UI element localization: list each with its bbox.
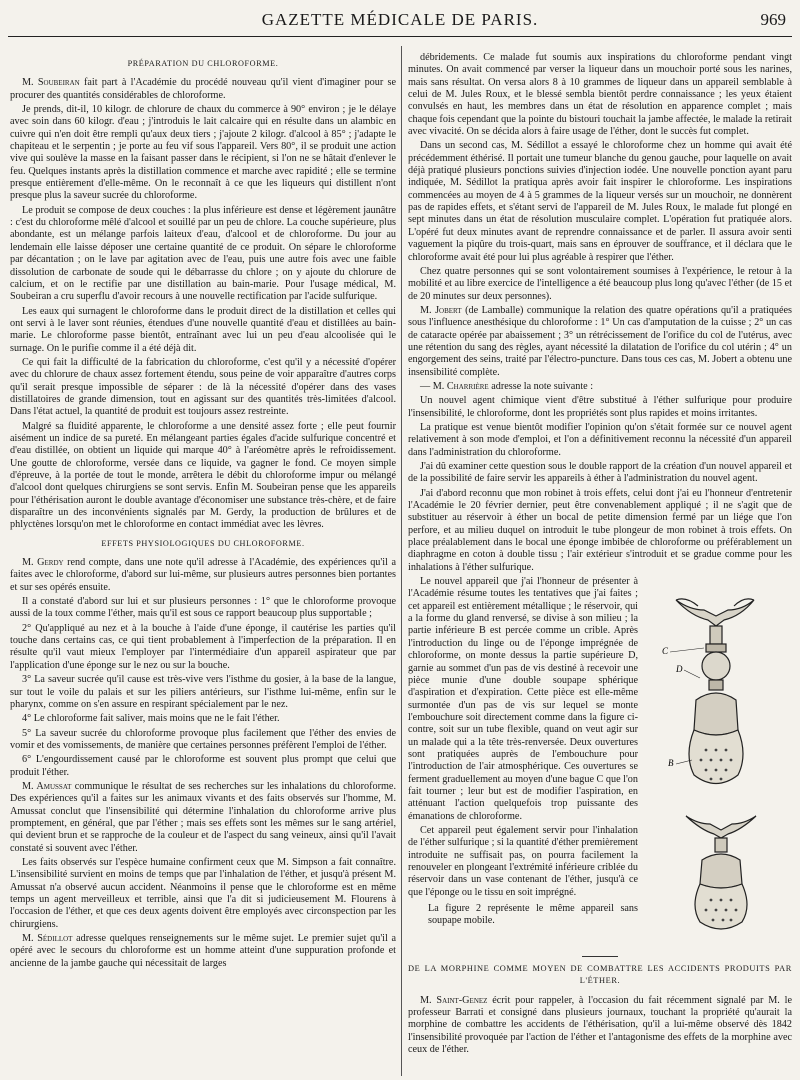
paragraph: M. Gerdy rend compte, dans une note qu'il adresse à l'Académie, des expériences qu'il a faites avec le chloroforme, d'abord sur lui-même, sur plusieurs autres personnes bien portantes et sur ses opérés ensuite. (10, 557, 396, 593)
lower-reservoir-2 (695, 884, 747, 929)
paragraph: 2° Qu'appliqué au nez et à la bouche à l'aide d'une éponge, il cautérise les parties qu'il touche dans certains cas, ce qui tient probablement à l'imperfection de la préparation. Il en résulte qu'il vaut mieux l'employer par l'intermédiaire d'un appareil aspirateur que par l'application d'une éponge sur le nez ou sur la bouche. (10, 622, 396, 671)
paragraph: 3° La saveur sucrée qu'il cause est très-vive vers l'isthme du gosier, à la base de la langue, sur tout le voile du palais et sur les piliers antérieurs, sur l'isthme lui-même, enfin sur le pharynx, comme on s'en assure en respirant spécialement par le nez. (10, 674, 396, 710)
author-name: M. Sédillot (22, 933, 73, 945)
ring-c (706, 644, 726, 652)
mouthpiece-shape (676, 600, 754, 626)
paragraph: Chez quatre personnes qui se sont volontairement soumises à l'expérience, le retour à la mobilité et au libre exercice de l'intelligence a été beaucoup plus long qu'avec l'éther (de 15 et de 20 minutes sur deux personnes). (408, 265, 792, 302)
journal-title: GAZETTE MÉDICALE DE PARIS. (261, 10, 539, 29)
paragraph: M. Soubeiran fait part à l'Académie du procédé nouveau qu'il vient d'imaginer pour se procurer des quantités considérables de chloroforme. (10, 77, 396, 101)
upper-reservoir-d (694, 693, 738, 735)
column-divider (401, 46, 402, 1076)
paragraph: Le nouvel appareil que j'ai l'honneur de présenter à l'Académie résume toutes les tentatives que j'ai faites ; cet appareil est entièrement métallique ; le réservoir, qui a la forme du gland renversé, se divise à son milieu ; la partie inférieure B est percée comme un crible. Après l'introduction du linge ou de l'éponge imprégnée de chloroforme, on monte dessus la partie supérieure D, garnie au sommet d'un pas de vis destiné à recevoir une pièce munie d'une double soupape sphérique d'aspiration et d'expiration. Cette pièce est elle-même surmontée d'un pas de vis sur lequel se monte l'embouchure soit directement comme dans la figure ci-contre, soit sur un tube flexible, quand on veut agir sur un malade qui a la tête très-renversée. Deux ouvertures sont pratiquées auprès de l'embouchure pour l'introduction de l'air atmosphérique. Ces ouvertures se ferment graduellement au moyen d'une bague C que l'on fait tourner ; leur but est de modifier l'aspiration, en atténuant l'action quelquefois trop puissante des émanations de chloroforme. (408, 576, 638, 822)
inhaler-figure (646, 580, 792, 948)
section-title-effets: EFFETS PHYSIOLOGIQUES DU CHLOROFORME. (101, 538, 305, 548)
paragraph: Ce qui fait la difficulté de la fabrication du chloroforme, c'est qu'il y a nécessité d'opérer avec du chlorure de chaux assez fortement étendu, sous peine de voir apparaître d'autres corps qu'il serait presque impossible de séparer : de là la nécessité d'opérer dans des vases distillatoires de grande dimension, tout en agissant sur des quantités très-limitées d'alcool. Dans l'état actuel, la quantité de produit est toujours assez restreinte. (10, 356, 396, 418)
paragraph: M. Sédillot adresse quelques renseignements sur le même sujet. Le premier sujet qu'il a opéré avec le secours du chloroforme est un homme atteint d'une suppuration profonde et ancienne de la jambe gauche qui nécessitait de larges (10, 933, 396, 969)
paragraph: Dans un second cas, M. Sédillot a essayé le chloroforme chez un homme qui avait été précédemment éthérisé. Il portait une tumeur blanche du genou gauche, pour laquelle on avait déjà pratiqué plusieurs ponctions suivies d'injection iodée. Une nouvelle ponction ayant paru indiquée, M. Sédillot la pratiqua après avoir fait inspirer le chloroforme. Les inspirations commencées au moyen de 4 à 5 grammes de la liqueur versés sur un mouchoir, ne donnèrent pas de rapides effets, et s'étant servi de l'appareil de M. Jules Roux, le malade fut plongé en sept minutes dans un état de résolution musculaire complet. L'opération fut pratiquée alors. L'opéré fut deux minutes avant de reprendre connaissance et de parler. Il assura avoir senti vaguement la piqûre du trois-quart, mais sans en éprouver de souffrance, et il déclara que le chloroforme avait été pour lui plus agréable à respirer que l'éther. (408, 140, 792, 263)
author-name: M. Soubeiran (22, 77, 80, 89)
page-header (0, 0, 800, 46)
paragraph: débridements. Ce malade fut soumis aux inspirations du chloroforme pendant vingt minutes. On avait commencé par verser la liqueur dans un mouchoir porté sous les narines, mais sans résultat. On versa alors 8 à 10 grammes de liqueur dans un appareil semblable à celui de M. Jules Roux, et le blessé sembla bientôt perdre connaissance ; les yeux étaient convulsés en haut, les membres dans un état de résolution en apparence complet ; mais chaque fois cependant que la pointe du bistouri touchait la jambe affectée, le malade la retirait avec vivacité. On se décida alors à faire usage de l'éther, dont le succès fut complet. (408, 52, 792, 138)
author-name: M. Charrière (432, 380, 489, 392)
leader-line-c (670, 648, 704, 652)
mouthpiece-shape-2 (686, 816, 756, 838)
neck-tube (710, 626, 722, 644)
paragraph: J'ai d'abord reconnu que mon robinet à trois effets, celui dont j'ai eu l'honneur d'entretenir l'Académie le 20 février dernier, peut être convenablement appliqué ; il ne s'agit que de substituer au réservoir à éther un bocal de petite dimension fermé par un liége que l'on perfore, et au milieu duquel on introduit le tube plongeur de mon robinet à trois effets. On place préalablement dans le bocal une éponge imbibée de chloroforme ou préférablement un diaphragme en coton à double tissu ; l'air extérieur s'introduit et se gradue comme pour les inhalations à l'éther sulfurique. (408, 487, 792, 573)
paragraph: Malgré sa fluidité apparente, le chloroforme a une densité assez forte ; elle peut fournir aisément un indice de sa pureté. En mélangeant parties égales d'acide sulfurique concentré et d'eau distillée, on obtient un liquide qui marque 40° à l'aréomètre après le refroidissement. Une goutte de chloroforme, versée dans ce liquide, va gagner le fond. Ce moyen simple d'épreuve, à la portée de tout le monde, arrêtera le débit du chloroforme impur ou mélangé d'alcool dont quelques chirurgiens se sont servis. Enfin M. Soubeiran pense que les appareils pour l'éthérisation auront le double avantage d'économiser une substance très-chère, et de faire disparaître un des inconvénients signalés par M. Gerdy, la production de brûlures et de phlyctènes lorsqu'on met le chloroforme en contact immédiat avec les lèvres. (10, 420, 396, 531)
paragraph: J'ai dû examiner cette question sous le double rapport de la création d'un nouvel appareil et de la possibilité de faire servir les appareils à éther à l'administration du nouvel agent. (408, 461, 792, 485)
paragraph: 5° La saveur sucrée du chloroforme provoque plus facilement que l'éther des envies de vomir et des vomissements, de manière que certaines personnes préfèrent l'emploi de l'éther. (10, 727, 396, 751)
paragraph: La pratique est venue bientôt modifier l'opinion qu'on s'était formée sur ce nouvel agent relativement à son mode d'emploi, et l'on a définitivement reconnu la nécessité d'un appareil dans l'administration du chloroforme. (408, 421, 792, 458)
paragraph: Les eaux qui surnagent le chloroforme dans le produit direct de la distillation et celles qui ont servi à le laver sont réunies, étendues d'une nouvelle quantité d'eau et distillées au bain-marie. Le chloroforme passe bientôt, entraînant avec lui un peu d'eau alcoolisée qui le surnage. On le purifie comme il a été déjà dit. (10, 305, 396, 354)
neck-tube-2 (715, 838, 727, 852)
figure-label-b: B (668, 758, 674, 769)
paragraph: Je prends, dit-il, 10 kilogr. de chlorure de chaux du commerce à 90° environ ; je le délaye avec soin dans 60 kilogr. d'eau ; j'introduis le lait calcaire qui en résulte dans un alambic en cuivre qui n'en doit être rempli qu'aux deux tiers ; j'ajoute 2 kilogr. d'alcool à 85° ; j'adapte le chapiteau et le serpentin ; je porte au feu vif sous l'appareil. Vers 80°, il se produit une action vive qui soulève la masse en la faisant passer dans le récipient, si l'on ne se hâtait d'enlever le feu. Quelques instants après la distillation commence et marche avec rapidité ; elle se termine presque entièrement d'elle-même. On le reconnaît à ce que les liqueurs qui distillent n'ont presque plus la saveur sucrée du chloroforme. (10, 104, 396, 202)
author-name: M. Amussat (22, 780, 72, 792)
author-name: M. Jobert (420, 304, 462, 316)
page-number: 969 (760, 10, 786, 29)
screw-thread (709, 680, 723, 690)
figure-label-c: C (662, 646, 669, 657)
paragraph: Le produit se compose de deux couches : la plus inférieure est dense et légèrement jaunâtre : c'est du chloroforme mêlé d'alcool et souillé par un peu de chlore. La couche supérieure, plus abondante, est un mélange parfois laiteux d'eau, d'alcool et de chloroforme. Du jour au lendemain elle laisse déposer une certaine quantité de ce produit. On sépare le chloroforme par décantation ; on le lave par agitation avec de l'eau, puis une autre fois avec une faible dissolution de carbonate de soude qui le débarrasse du chlore ; on y ajoute du chlorure de calcium, et on le rectifie par une distillation au bain-marie. Pour l'usage médical, M. Soubeiran a cru superflu d'avoir recours à une nouvelle rectification par l'acide sulfurique. (10, 204, 396, 303)
leader-line-d (684, 670, 700, 678)
paragraph: Cet appareil peut également servir pour l'inhalation de l'éther sulfurique ; si la quantité d'éther premièrement introduite ne suffisait pas, on pourra facilement la renouveler en plongeant l'extrémité inférieure criblée du réservoir dans un vase contenant de l'éther, jusqu'à ce que l'éponge ou le tissu en soit imprégné. (408, 824, 638, 898)
paragraph: Les faits observés sur l'espèce humaine confirment ceux que M. Simpson a fait connaître. L'insensibilité survient en moins de temps que par l'inhalation de l'éther, et jusqu'à présent M. Amussat n'a observé aucun accident. Néanmoins il pense que le chloroforme est en même temps un agent merveilleux et terrible, ainsi que l'a dit si judicieusement M. Flourens à l'occasion de l'éther, et que ces deux agents doivent être employés avec circonspection par les chirurgiens. (10, 856, 396, 930)
section-title-preparation: PRÉPARATION DU CHLOROFORME. (127, 59, 279, 68)
paragraph: Il a constaté d'abord sur lui et sur plusieurs personnes : 1° que le chloroforme provoque aussi de la toux comme l'éther, mais qu'il est sous ce rapport beaucoup plus supportable ; (10, 596, 396, 620)
lower-reservoir-b (689, 730, 743, 784)
inhaler-apparatus-fig1 (676, 599, 754, 784)
valve-sphere (702, 652, 730, 680)
left-column (10, 52, 396, 1074)
paragraph: 4° Le chloroforme fait saliver, mais moins que ne le fait l'éther. (22, 713, 280, 725)
upper-reservoir-2 (700, 854, 742, 888)
inhaler-illustration (646, 580, 792, 948)
figure-label-d: D (676, 664, 683, 675)
figure-caption: La figure 2 représente le même appareil sans soupape mobile. (428, 903, 638, 927)
author-name: M. Gerdy (22, 557, 64, 569)
inhaler-apparatus-fig2 (686, 816, 756, 929)
paragraph: — M. Charrière adresse la note suivante : (420, 380, 594, 392)
author-name: M. Saint-Genez (420, 994, 488, 1006)
paragraph: Un nouvel agent chimique vient d'être substitué à l'éther sulfurique pour produire l'insensibilité, le chloroforme, dont les propriétés sont plus rapides et moins irritantes. (408, 395, 792, 419)
paragraph: M. Jobert (de Lamballe) communique la relation des quatre opérations qu'il a pratiquées sous l'influence anesthésique du chloroforme : 1° Un cas d'amputation de la cuisse ; 2° un cas de cataracte opérée par abaissement ; 3° un rétrécissement de l'orifice du col de l'utérus, avec une rétention du sang des règles, ayant nécessité la dilatation de l'orifice du col utérin ; 4° un engorgement des seins, traité par l'électro-puncture. Dans tous ces cas, M. Jobert a obtenu une insensibilité complète. (408, 304, 792, 378)
paragraph: M. Saint-Genez écrit pour rappeler, à l'occasion du fait récemment signalé par M. le professeur Barrati et consigné dans plusieurs journaux, touchant la propriété qu'aurait la morphine de combattre les accidents de l'éthérisation, qu'il a lui-même observé dès 1842 l'insensibilité provoquée par l'action de l'éther et l'antagonisme des effets de la morphine avec ceux de l'éther. (408, 994, 792, 1056)
section-rule (582, 956, 618, 957)
paragraph: 6° L'engourdissement causé par le chloroforme est souvent plus prompt que celui que produit l'éther. (10, 754, 396, 778)
right-column (408, 52, 792, 1074)
paragraph: M. Amussat communique le résultat de ses recherches sur les inhalations du chloroforme. Des expériences qu'il a faites sur les animaux vivants et des faits observés sur l'homme, M. Amussat conclut que l'insensibilité qui détermine l'inhalation du chloroforme arrive plus promptement, en général, que par l'éther ; mais ses effets sont les mêmes sur le sang artériel, qui devient brun et se rapproche de la couleur et de l'aspect du sang veineux, ainsi qu'il l'avait constaté si souvent avec l'éther. (10, 780, 396, 854)
section-title-morphine: DE LA MORPHINE COMME MOYEN DE COMBATTRE LES ACCIDENTS PRODUITS PAR L'ÉTHER. (408, 964, 792, 986)
header-rule (8, 36, 792, 37)
